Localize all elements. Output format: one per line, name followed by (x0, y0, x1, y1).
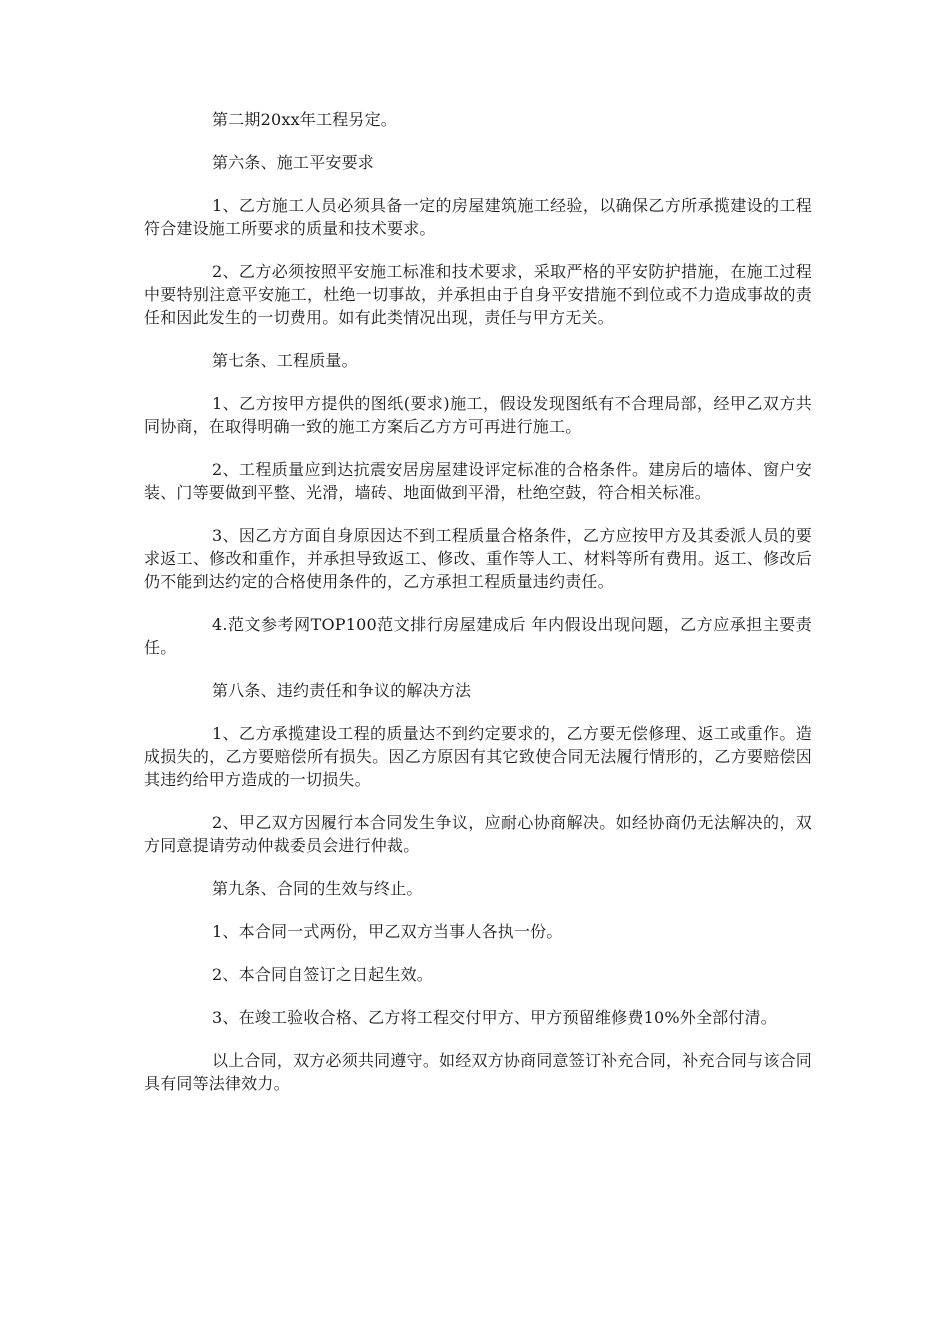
paragraph-phase-two: 第二期20xx年工程另定。 (212, 110, 398, 129)
paragraph-7-2: 2、工程质量应到达抗震安居房屋建设评定标准的合格条件。建房后的墙体、窗户安装、门等要做到平整、光滑，墙砖、地面做到平滑，杜绝空鼓，符合相关标准。 (144, 460, 812, 502)
paragraph-8-2: 2、甲乙双方因履行本合同发生争议，应耐心协商解决。如经协商仍无法解决的，双方同意提请劳动仲裁委员会进行仲裁。 (144, 813, 812, 855)
paragraph-closing: 以上合同，双方必须共同遵守。如经双方协商同意签订补充合同，补充合同与该合同具有同等法律效力。 (144, 1051, 812, 1093)
heading-article-7: 第七条、工程质量。 (212, 351, 358, 370)
heading-article-8: 第八条、违约责任和争议的解决方法 (212, 681, 472, 700)
paragraph-6-2: 2、乙方必须按照平安施工标准和技术要求，采取严格的平安防护措施，在施工过程中要特别注意平安施工，杜绝一切事故，并承担由于自身平安措施不到位或不力造成事故的责任和因此发生的一切费用。如有此类情况出现，责任与甲方无关。 (144, 262, 812, 327)
paragraph-9-2: 2、本合同自签订之日起生效。 (212, 965, 433, 984)
paragraph-9-1: 1、本合同一式两份，甲乙双方当事人各执一份。 (212, 922, 563, 941)
paragraph-7-3: 3、因乙方方面自身原因达不到工程质量合格条件，乙方应按甲方及其委派人员的要求返工、修改和重作，并承担导致返工、修改、重作等人工、材料等所有费用。返工、修改后仍不能到达约定的合格使用条件的，乙方承担工程质量违约责任。 (144, 526, 812, 591)
heading-article-9: 第九条、合同的生效与终止。 (212, 879, 423, 898)
heading-article-6: 第六条、施工平安要求 (212, 153, 375, 172)
paragraph-9-3: 3、在竣工验收合格、乙方将工程交付甲方、甲方预留维修费10%外全部付清。 (212, 1008, 777, 1027)
paragraph-8-1: 1、乙方承揽建设工程的质量达不到约定要求的，乙方要无偿修理、返工或重作。造成损失的，乙方要赔偿所有损失。因乙方原因有其它致使合同无法履行情形的，乙方要赔偿因其违约给甲方造成的一切损失。 (144, 724, 812, 789)
paragraph-7-4: 4.范文参考网TOP100范文排行房屋建成后 年内假设出现问题，乙方应承担主要责任。 (144, 615, 812, 657)
paragraph-6-1: 1、乙方施工人员必须具备一定的房屋建筑施工经验，以确保乙方所承揽建设的工程符合建设施工所要求的质量和技术要求。 (144, 196, 812, 238)
paragraph-7-1: 1、乙方按甲方提供的图纸(要求)施工，假设发现图纸有不合理局部，经甲乙双方共同协商，在取得明确一致的施工方案后乙方方可再进行施工。 (144, 394, 812, 436)
document-page (144, 108, 812, 1115)
